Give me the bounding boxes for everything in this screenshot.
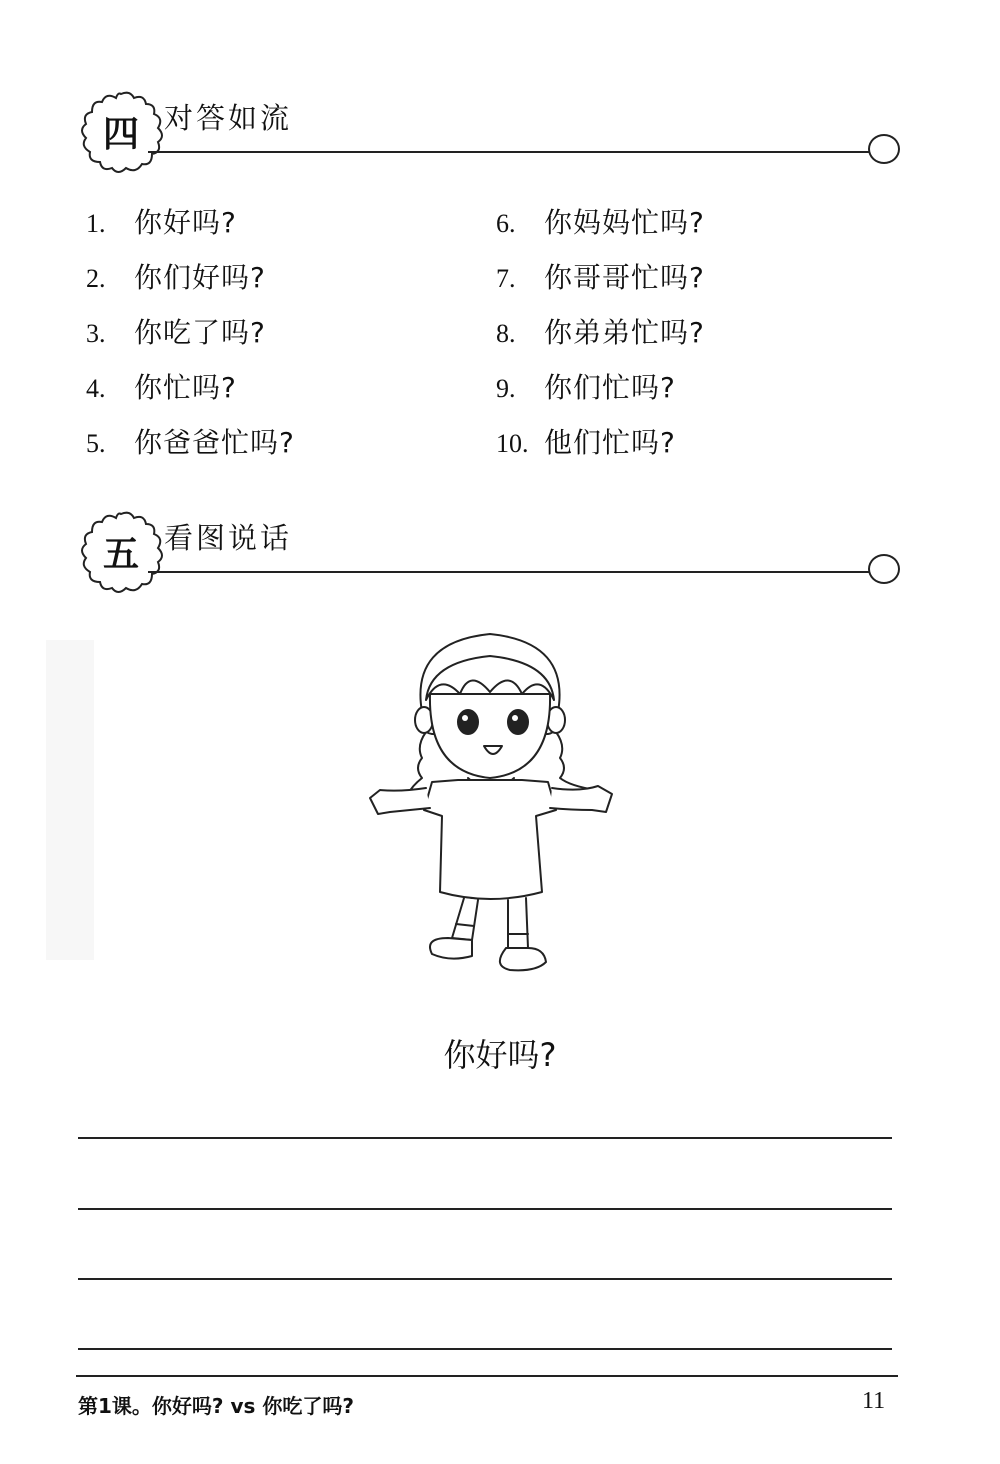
page-number: 11 (862, 1388, 886, 1414)
section-4-badge (76, 88, 166, 178)
circle-ornament-icon (868, 134, 900, 164)
question-number: 2. (86, 264, 106, 293)
question-text: 你妈妈忙吗? (544, 206, 705, 239)
question-number: 10. (496, 429, 529, 458)
writing-line[interactable] (78, 1348, 892, 1350)
section-5-title: 看图说话 (164, 521, 293, 555)
section-5-rule (148, 571, 870, 573)
scan-shadow (46, 640, 94, 960)
question-item (496, 311, 705, 351)
section-4-header (76, 88, 900, 178)
question-number: 3. (86, 319, 106, 348)
question-text: 你弟弟忙吗? (544, 316, 705, 349)
question-number: 5. (86, 429, 106, 458)
writing-line[interactable] (78, 1137, 892, 1139)
section-5-number: 五 (102, 532, 139, 575)
question-text: 你吃了吗? (134, 316, 266, 349)
section-5-badge (76, 508, 166, 598)
section-4-number: 四 (102, 112, 139, 155)
writing-line[interactable] (78, 1208, 892, 1210)
question-text: 你们忙吗? (544, 371, 676, 404)
section-4-title: 对答如流 (164, 101, 293, 135)
section-4-rule (148, 151, 870, 153)
question-text: 你好吗? (134, 206, 237, 239)
question-item (86, 311, 266, 351)
writing-line[interactable] (78, 1278, 892, 1280)
question-item (496, 201, 705, 241)
shoe-icon (500, 948, 546, 970)
question-item (86, 366, 237, 406)
question-text: 你们好吗? (134, 261, 266, 294)
question-number: 7. (496, 264, 516, 293)
section-5-header (76, 508, 900, 598)
circle-ornament-icon (868, 554, 900, 584)
footer-rule (76, 1375, 898, 1377)
dress-icon (424, 780, 556, 899)
question-text: 他们忙吗? (544, 426, 676, 459)
question-item (496, 256, 705, 296)
shoe-icon (430, 938, 472, 959)
question-number: 4. (86, 374, 106, 403)
picture-caption: 你好吗? (443, 1036, 557, 1074)
question-number: 9. (496, 374, 516, 403)
question-item (496, 366, 676, 406)
question-number: 8. (496, 319, 516, 348)
question-item (86, 421, 295, 461)
question-text: 你忙吗? (134, 371, 237, 404)
question-number: 6. (496, 209, 516, 238)
question-item (86, 256, 266, 296)
question-text: 你爸爸忙吗? (134, 426, 295, 459)
question-item (86, 201, 237, 241)
face-icon (430, 694, 550, 778)
question-item (496, 421, 676, 461)
question-number: 1. (86, 209, 106, 238)
girl-waving-illustration (360, 622, 620, 982)
question-text: 你哥哥忙吗? (544, 261, 705, 294)
lesson-title: 第1课。你好吗? vs 你吃了吗? (78, 1394, 354, 1418)
